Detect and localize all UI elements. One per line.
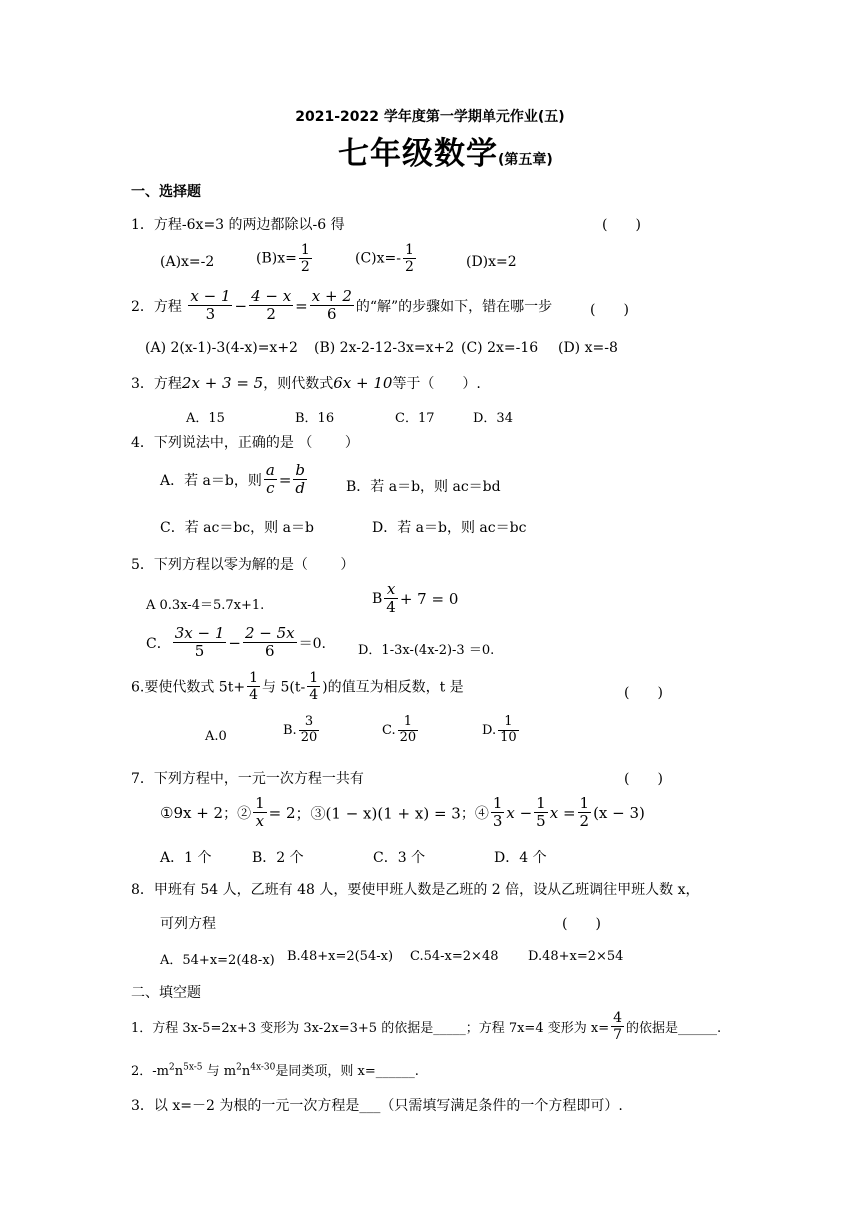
q6-f1-den: 4 (249, 687, 258, 704)
q6-b-num: 3 (299, 715, 320, 731)
q7-eq1: ①9x + 2 (160, 803, 224, 822)
q7-eq4-post: (x − 3) (593, 803, 645, 822)
q2-option-d: (D) x=-8 (558, 340, 618, 356)
q3-stem (131, 373, 481, 393)
q6-f1-num: 1 (249, 670, 258, 686)
q4-number: 4． (131, 435, 154, 451)
fill-q1-frac (611, 1010, 624, 1043)
page-title: 七年级数学 (338, 136, 498, 172)
q1-b-prefix: (B)x= (256, 250, 297, 267)
q1-option-a: (A)x=-2 (160, 254, 215, 270)
q6-d-prefix: D. (482, 722, 497, 738)
fill-q2-mid1: n (174, 1064, 184, 1079)
q6-option-a: A.0 (205, 729, 227, 744)
q6-frac-2 (307, 670, 320, 703)
q4-a-f1-den: c (266, 479, 275, 498)
q3-post: 等于（ ）. (392, 376, 481, 392)
section-fill: 二、填空题 (131, 985, 201, 1001)
q8-stem-line1 (131, 879, 700, 899)
subtitle: 2021-2022 学年度第一学期单元作业(五) (295, 109, 565, 125)
q3-mid: ，则代数式 (263, 376, 334, 392)
q7-eq4-f2-num: 1 (536, 794, 546, 812)
q2-f2-den: 2 (266, 305, 276, 324)
q1-option-c (355, 242, 418, 275)
q8-option-a: A．54+x=2(48-x) (160, 953, 275, 968)
q4-stem (131, 432, 359, 452)
q3-expression: 6x + 10 (333, 374, 393, 392)
q4-a-prefix: A．若 a＝b，则 (160, 472, 262, 489)
q5-b-num: x (384, 581, 398, 599)
q6-f2-num: 1 (309, 670, 319, 686)
section-choice: 一、选择题 (131, 184, 201, 200)
q5-c-frac-1 (173, 625, 227, 661)
q2-frac-2 (249, 288, 293, 324)
q5-b-frac (384, 581, 398, 617)
q4-a-f2-den: d (295, 479, 306, 498)
q6-b-den: 20 (300, 729, 318, 745)
q7-option-c: C．3 个 (373, 850, 426, 866)
q6-b-frac (299, 715, 320, 746)
q4-text: 下列说法中，正确的是 （ ） (153, 435, 359, 451)
q5-c-post: ＝0. (298, 635, 326, 652)
q4-a-frac-2 (293, 462, 307, 498)
q8-stem-line2: 可列方程 (160, 916, 216, 932)
q6-d-den: 10 (500, 729, 517, 745)
q1-answer-paren: ( ) (602, 217, 641, 233)
q5-number: 5． (131, 557, 154, 573)
q2-eq: = (295, 296, 308, 315)
q2-f1-den: 3 (205, 305, 216, 324)
q6-stem (131, 670, 464, 703)
q7-eq4-f3-num: 1 (579, 794, 590, 812)
q2-f2-num: 4 − x (251, 287, 292, 305)
q5-option-a: A 0.3x-4＝5.7x+1. (146, 598, 265, 613)
q7-eq2-frac (253, 795, 267, 831)
q3-option-a: A．15 (186, 411, 225, 426)
q7-eq3: ；③(1 − x)(1 + x) = 3 (295, 804, 461, 823)
q6-f2-den: 4 (309, 687, 319, 704)
title-block (338, 128, 553, 173)
q7-eq4-f3-den: 2 (579, 812, 590, 831)
q8-answer-paren: ( ) (562, 916, 601, 932)
q6-frac-1 (247, 670, 260, 703)
q7-option-b: B．2 个 (252, 850, 304, 866)
q8-option-d: D.48+x=2×54 (528, 949, 624, 964)
q7-number: 7． (131, 771, 154, 787)
q7-sep1: ；② (223, 805, 252, 822)
fill-q1-post: 的依据是______. (626, 1021, 722, 1037)
q2-frac-3 (310, 288, 354, 324)
q7-eq4-f2-den: 5 (536, 812, 546, 831)
q6-c-num: 1 (398, 715, 419, 731)
q5-c-f1-den: 5 (194, 642, 205, 661)
q2-option-a: (A) 2(x-1)-3(4-x)=x+2 (145, 340, 298, 356)
q6-pre: 6.要使代数式 5t+ (131, 679, 246, 696)
q3-option-c: C．17 (395, 411, 435, 426)
q2-post: 的“解”的步骤如下，错在哪一步 (355, 298, 553, 315)
q5-b-post: + 7 = 0 (399, 589, 459, 608)
q5-stem (131, 554, 354, 574)
q5-b-prefix: B (372, 590, 383, 607)
q1-b-fraction (299, 242, 312, 275)
fill-q2-post: 是同类项，则 x=______. (275, 1064, 419, 1079)
q7-eq4-mid1: x − (506, 803, 533, 822)
q7-eq2-post: = 2 (268, 803, 296, 822)
fill-q1 (131, 1010, 721, 1043)
q7-eq2-num: 1 (255, 794, 265, 812)
q1-option-b (256, 242, 314, 275)
q5-c-f1-num: 3x − 1 (174, 624, 225, 642)
q6-answer-paren: ( ) (624, 685, 663, 701)
q4-a-eq: = (278, 470, 292, 489)
q5-c-f2-num: 2 − 5x (244, 624, 295, 642)
fill-q2-pre: 2．-m (131, 1064, 169, 1079)
q7-eq4-frac-1 (491, 795, 505, 831)
q7-eq4-frac-3 (578, 795, 592, 831)
q6-c-den: 20 (399, 729, 417, 745)
fill-q2-sup2: 5x-5 (183, 1062, 203, 1073)
fill-q1-den: 7 (613, 1027, 623, 1044)
fill-q2-mid3: n (241, 1064, 251, 1079)
q4-a-f2-num: b (295, 461, 306, 479)
q6-c-prefix: C. (382, 722, 396, 738)
q1-b-num: 1 (300, 242, 310, 258)
q4-option-c: C．若 ac＝bc，则 a＝b (160, 520, 314, 536)
fill-q2-sup4: 4x-30 (250, 1062, 276, 1073)
q6-d-frac (498, 715, 519, 746)
q2-frac-1 (188, 288, 232, 324)
q1-c-den: 2 (405, 259, 414, 276)
q7-eq4-mid2: x = (549, 803, 576, 822)
q6-mid: 与 5(t- (262, 679, 306, 696)
q7-eq4-f1-num: 1 (492, 794, 503, 812)
q7-answer-paren: ( ) (624, 771, 663, 787)
q6-option-c (382, 715, 420, 746)
q3-equation: 2x + 3 = 5 (181, 374, 264, 392)
q5-c-prefix: C． (146, 635, 171, 652)
q2-f1-num: x − 1 (190, 287, 231, 305)
q8-option-b: B.48+x=2(54-x) (287, 949, 394, 964)
q2-number: 2． (131, 298, 154, 315)
q1-c-fraction (403, 242, 416, 275)
q4-a-f1-num: a (265, 461, 275, 479)
q1-text: 方程-6x=3 的两边都除以-6 得 (153, 217, 345, 233)
q4-option-b: B．若 a＝b，则 ac＝bd (346, 479, 501, 495)
q8-number: 8． (131, 882, 154, 898)
q2-option-b: (B) 2x-2-12-3x=x+2 (314, 340, 455, 356)
q2-pre: 方程 (153, 298, 182, 315)
q8-option-c: C.54-x=2×48 (410, 949, 499, 964)
q7-option-d: D．4 个 (494, 850, 547, 866)
q6-b-prefix: B. (283, 722, 297, 738)
q3-option-d: D．34 (473, 411, 513, 426)
fill-q2-sup3: 2 (236, 1062, 242, 1073)
q2-answer-paren: ( ) (590, 302, 629, 318)
q7-eq4-frac-2 (534, 795, 548, 831)
q1-c-prefix: (C)x=- (355, 250, 401, 267)
q5-option-d: D．1-3x-(4x-2)-3 ＝0. (358, 643, 495, 658)
q6-c-frac (398, 715, 419, 746)
q5-text: 下列方程以零为解的是（ ） (153, 557, 355, 573)
q2-stem (131, 288, 552, 324)
q5-option-b (372, 581, 458, 617)
q5-c-op: − (228, 633, 241, 652)
q2-f3-den: 6 (327, 305, 337, 324)
q5-c-frac-2 (243, 625, 297, 661)
q7-stem (131, 768, 364, 788)
fill-q1-pre: 1．方程 3x-5=2x+3 变形为 3x-2x=3+5 的依据是_____；方程 7x=4 变形为 x= (131, 1021, 610, 1037)
q5-c-f2-den: 6 (265, 642, 275, 661)
q7-option-a: A．1 个 (160, 850, 212, 866)
fill-q2-sup1: 2 (169, 1062, 175, 1073)
q1-c-num: 1 (405, 242, 414, 258)
q7-equations (160, 795, 645, 831)
fill-q1-num: 4 (613, 1010, 623, 1026)
q4-option-a (160, 462, 309, 498)
fill-q2-mid2: 与 m (202, 1064, 237, 1079)
q4-option-d: D．若 a＝b，则 ac＝bc (372, 520, 527, 536)
fill-q3: 3．以 x=－2 为根的一元一次方程是___（只需填写满足条件的一个方程即可）. (131, 1098, 623, 1114)
q3-option-b: B．16 (295, 411, 335, 426)
q7-text: 下列方程中，一元一次方程一共有 (153, 771, 364, 787)
q3-pre: 方程 (153, 376, 182, 392)
q1-option-d: (D)x=2 (466, 254, 517, 270)
q7-eq4-f1-den: 3 (492, 812, 503, 831)
q8-text-1: 甲班有 54 人，乙班有 48 人，要使甲班人数是乙班的 2 倍，设从乙班调往甲班人数 x， (153, 882, 700, 898)
q5-option-c (146, 625, 326, 661)
q1-b-den: 2 (300, 259, 310, 276)
q2-op1: − (234, 296, 248, 315)
q2-f3-num: x + 2 (311, 287, 352, 305)
q6-post: )的值互为相反数，t 是 (322, 679, 464, 696)
q1-number: 1． (131, 217, 154, 233)
chapter-label: (第五章) (498, 152, 553, 168)
q5-b-den: 4 (386, 598, 396, 617)
q6-option-b (283, 715, 321, 746)
q7-eq2-den: x (255, 812, 265, 831)
q7-sep3: ；④ (460, 805, 489, 822)
q4-a-frac-1 (264, 462, 277, 498)
q2-option-c: (C) 2x=-16 (461, 340, 539, 356)
q6-option-d (482, 715, 521, 746)
q1-stem (131, 214, 345, 234)
q3-number: 3． (131, 376, 154, 392)
fill-q2 (131, 1060, 419, 1079)
q6-d-num: 1 (498, 715, 519, 731)
